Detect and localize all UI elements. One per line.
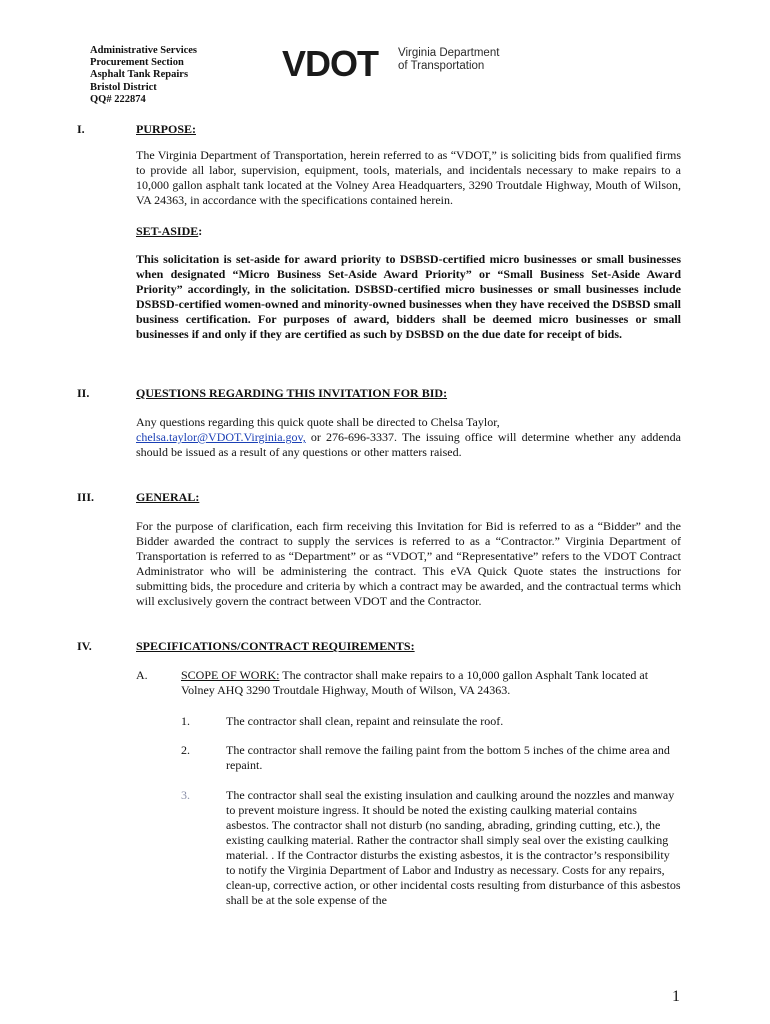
questions-text: Any questions regarding this quick quote shall be directed to Chelsa Taylor, — [136, 415, 500, 429]
subsection-letter: A. — [136, 668, 148, 682]
header-line: Bristol District — [90, 81, 157, 93]
section-title: GENERAL: — [136, 490, 200, 504]
header-line: QQ# 222874 — [90, 93, 146, 105]
section-number: II. — [77, 386, 90, 400]
section-number: III. — [77, 490, 95, 504]
questions-paragraph — [136, 415, 681, 460]
contact-email-link[interactable]: chelsa.taylor@VDOT.Virginia.gov, — [136, 430, 306, 444]
section-title: PURPOSE: — [136, 122, 196, 136]
vdot-wordmark: VDOT — [282, 43, 379, 83]
document-header — [90, 45, 197, 106]
header-line: Asphalt Tank Repairs — [90, 69, 189, 81]
item-number: 1. — [181, 714, 190, 728]
vdot-org-name — [398, 47, 499, 72]
questions-text: or 276-696-3337. The issuing office will determine whether any addenda should be issued as a result of any questions or other matters raised. — [136, 430, 681, 459]
scope-of-work-paragraph — [181, 668, 681, 698]
scope-text: The contractor shall make repairs to a 10,000 gallon Asphalt Tank located at Volney AHQ 3290 Troutdale Highway, Mouth of Wilson, VA 24363. — [181, 668, 649, 697]
header-line: Administrative Services — [90, 45, 198, 56]
org-line: Virginia Department — [398, 47, 500, 59]
org-line: of Transportation — [398, 59, 485, 72]
section-title: SPECIFICATIONS/CONTRACT REQUIREMENTS: — [136, 639, 415, 653]
setaside-title: SET-ASIDE — [136, 224, 199, 238]
section-title: QUESTIONS REGARDING THIS INVITATION FOR BID: — [136, 386, 448, 400]
scope-title: SCOPE OF WORK: — [181, 668, 280, 682]
header-line: Procurement Section — [90, 57, 184, 69]
section-number: I. — [77, 122, 85, 136]
section-number: IV. — [77, 639, 92, 653]
setaside-colon: : — [198, 224, 203, 238]
general-paragraph: For the purpose of clarification, each firm receiving this Invitation for Bid is referred to as a “Bidder” and the Bidder awarded the contract to supply the services is referred to as a “Contractor.” Virginia Department of Transportation is referred to as “Department” or as “VDOT,” and “Representative” refers to the VDOT Contract Administrator who will be administering the contract. This eVA Quick Quote states the instructions for submitting bids, the procedure and criteria by which a contract may be awarded, and the contractual terms which will exclusively govern the contract between VDOT and the Contractor. — [136, 519, 681, 608]
purpose-paragraph: The Virginia Department of Transportation, herein referred to as “VDOT,” is soliciting bids from qualified firms to provide all labor, supervision, equipment, tools, materials, and incidentals necessary to make repairs to a 10,000 gallon asphalt tank located at the Volney Area Headquarters, 3290 Troutdale Highway, Mouth of Wilson, VA 24363, in accordance with the specifications contained herein. — [136, 148, 681, 207]
page-number: 1 — [672, 988, 680, 1005]
setaside-heading — [136, 224, 681, 239]
item-number: 3. — [181, 788, 190, 802]
item-number: 2. — [181, 743, 190, 757]
setaside-paragraph: This solicitation is set-aside for award priority to DSBSD-certified micro businesses or small businesses when designated “Micro Business Set-Aside Award Priority” or “Small Business Set-Aside Award Priority” accordingly, in the solicitation. DSBSD-certified micro businesses or small businesses include DSBSD-certified women-owned and minority-owned businesses when they have received the DSBSD small business certification. For purposes of award, bidders shall be deemed micro businesses or small businesses if and only if they are certified as such by DSBSD on the due date for receipt of bids. — [136, 252, 681, 341]
item-text: The contractor shall remove the failing paint from the bottom 5 inches of the chime area and repaint. — [226, 743, 670, 772]
item-text: The contractor shall clean, repaint and reinsulate the roof. — [226, 714, 504, 728]
item-text: The contractor shall seal the existing insulation and caulking around the nozzles and manway to prevent moisture ingress. It should be noted the existing caulking material contains asbestos. The contractor shall not disturb (no sanding, abrading, grinding cutting, etc.), the existing caulking material. Rather the contractor shall simply seal over the existing caulking material. . If the Contractor disturbs the existing asbestos, it is the contractor’s responsibility to notify the Virginia Department of Labor and Industry as necessary. Costs for any repairs, clean-up, corrective action, or other incidental costs resulting from disturbance of this asbestos shall be at the sole expense of the — [226, 788, 681, 907]
